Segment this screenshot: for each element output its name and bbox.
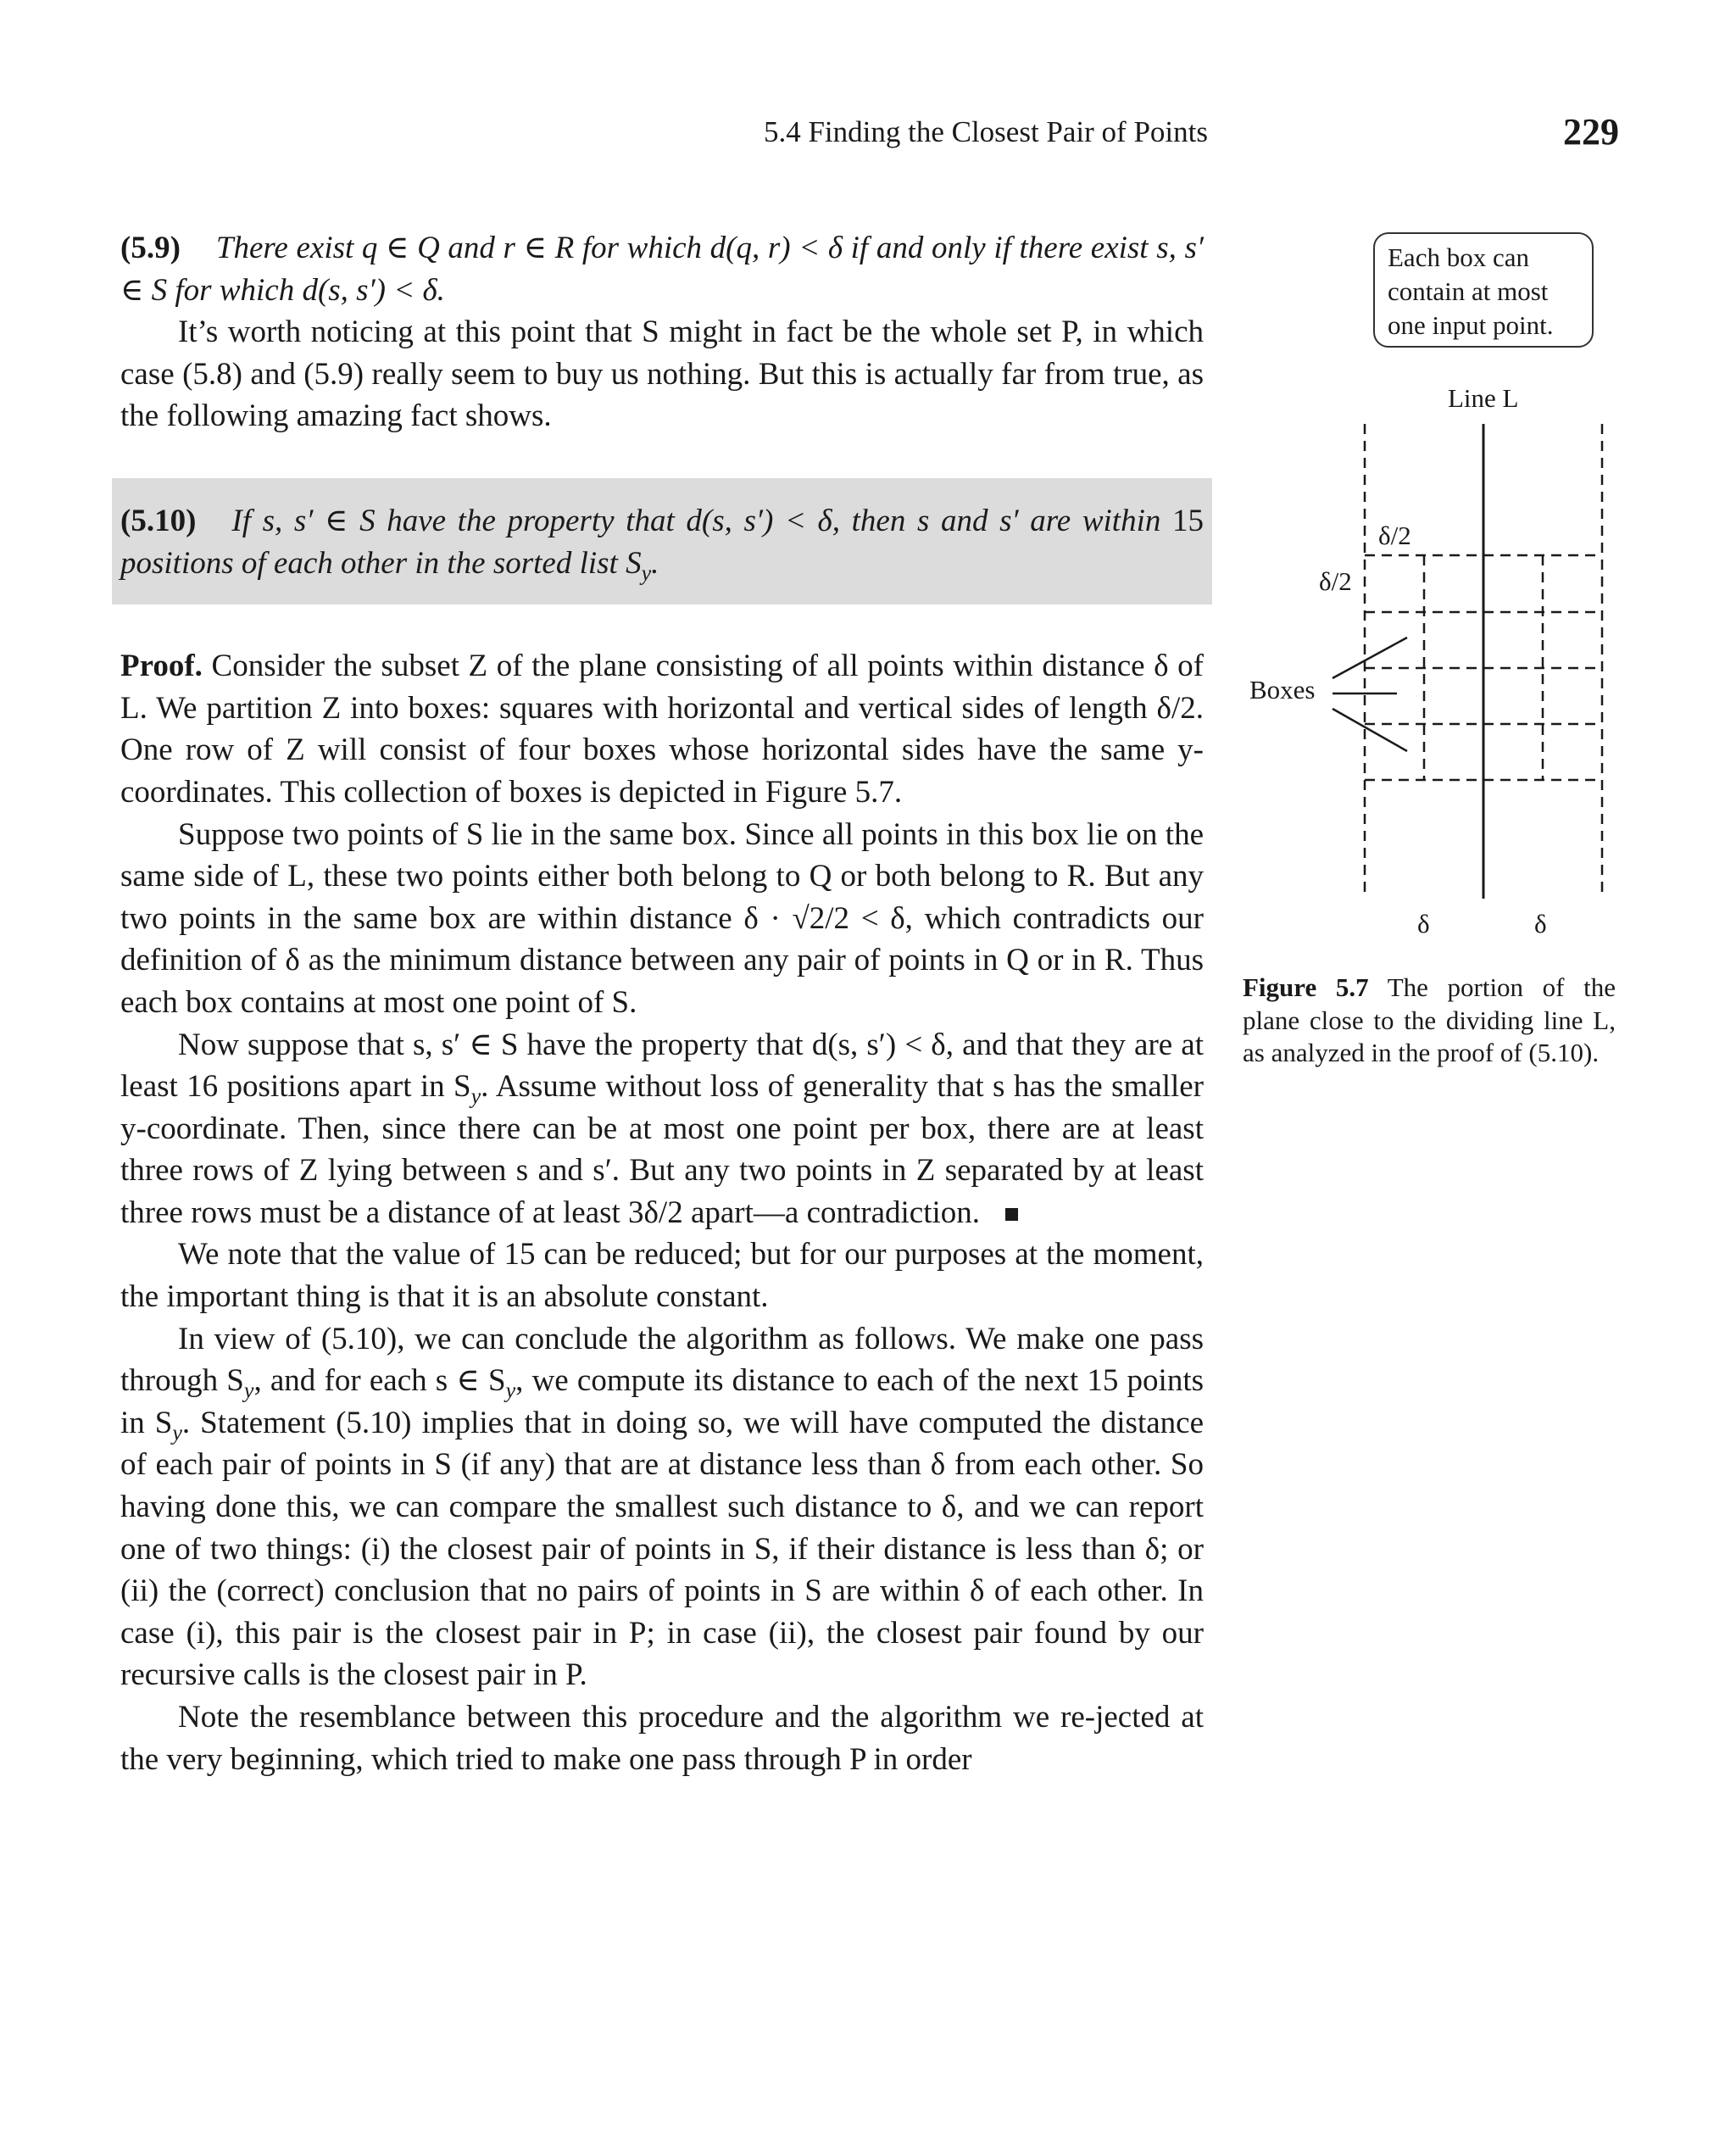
paragraph: We note that the value of 15 can be reduced; but for our purposes at the moment, the important thing is that it is an absolute constant.	[120, 1237, 1204, 1315]
page-number: 229	[1563, 111, 1619, 153]
proof-text: Now suppose that s, s′ ∈ S have the property that d(s, s′) < δ, and that they are at least 16 positions apart in S	[120, 1027, 1204, 1105]
proof-paragraph-3	[120, 1024, 1204, 1234]
statement-5-9	[120, 227, 1204, 311]
boxes-label: Boxes	[1249, 675, 1316, 704]
statement-number: (5.10)	[120, 503, 197, 538]
proof-text: . Assume without loss of generality that s has the smaller y-coordinate. Then, since there can be at most one point per box, there are at least three rows of Z lying between s and s′. But any two points in Z separated by at least three rows must be a distance of at least 3δ/2 apart—a contradiction.	[120, 1069, 1204, 1230]
paragraph: Note the resemblance between this procedure and the algorithm we re-jected at the very beginning, which tried to make one pass through P in order	[120, 1700, 1204, 1777]
figure-5-7-diagram	[1238, 373, 1628, 949]
caption-text: The portion of the plane close to the dividing line L, as analyzed in the proof of (5.10).	[1243, 972, 1616, 1067]
statement-text: If s, s′ ∈ S have the property that d(s, s′) < δ, then s and s′ are within	[231, 503, 1161, 538]
delta-right-label: δ	[1534, 909, 1547, 938]
boxes-pointer	[1333, 709, 1407, 751]
statement-text-continued: positions of each other in the sorted list S	[120, 545, 642, 581]
statement-end: .	[651, 545, 659, 581]
statement-text: There exist q ∈ Q and r ∈ R for which d(q, r) < δ if and only if there exist s, s′ ∈ S for which d(s, s′) < δ.	[120, 231, 1204, 308]
main-text-column	[120, 227, 1204, 1780]
qed-symbol	[1005, 1208, 1018, 1221]
statement-number: (5.9)	[120, 231, 181, 265]
callout-line: Each box can	[1388, 242, 1529, 272]
boxes-pointer	[1333, 638, 1407, 678]
caption-label: Figure 5.7	[1243, 972, 1369, 1002]
running-header: 5.4 Finding the Closest Pair of Points	[763, 115, 1208, 148]
proof-paragraph-2: Suppose two points of S lie in the same box. Since all points in this box lie on the same side of L, these two points either both belong to Q or both belong to R. But any two points in the same box are within distance δ · √2/2 < δ, which contradicts our definition of δ as the minimum distance between any pair of points in Q or in R. Thus each box contains at most one point of S.	[120, 816, 1204, 1020]
figure-caption	[1243, 972, 1616, 1070]
subscript: y	[641, 560, 652, 585]
proof-text: Consider the subset Z of the plane consisting of all points within distance δ of L. We partition Z into boxes: squares with horizontal and vertical sides of length δ/2. One row of Z will consist of four boxes whose horizontal sides have the same y-coordinates. This collection of boxes is depicted in Figure 5.7.	[120, 649, 1204, 810]
paragraph-text: In view of (5.10), we can conclude the algorithm as follows. We make one pass through S	[120, 1321, 1204, 1399]
callout-line: contain at most	[1388, 276, 1549, 306]
subscript: y	[470, 1083, 481, 1109]
half-delta-left-label: δ/2	[1319, 566, 1352, 596]
paragraph	[120, 1318, 1204, 1696]
line-l-label: Line L	[1448, 383, 1519, 413]
subscript: y	[243, 1378, 254, 1403]
half-delta-top-label: δ/2	[1378, 521, 1411, 550]
highlighted-statement-5-10	[112, 478, 1212, 604]
figure-callout	[1373, 232, 1594, 348]
proof-paragraph-1	[120, 645, 1204, 813]
proof-label: Proof.	[120, 649, 203, 684]
subscript: y	[172, 1420, 182, 1445]
delta-left-label: δ	[1417, 909, 1430, 938]
statement-number-15: 15	[1172, 503, 1204, 538]
paragraph-text: , and for each s ∈ S	[253, 1363, 506, 1399]
paragraph-text: , we compute its distance to each of the next 15 points in S	[120, 1363, 1205, 1440]
callout-line: one input point.	[1388, 310, 1554, 340]
paragraph-text: . Statement (5.10) implies that in doing so, we will have computed the distance of each pair of points in S (if any) that are at distance less than δ from each other. So having done this, we can compare the smallest such distance to δ, and we can report one of two things: (i) the closest pair of points in S, if their distance is less than δ; or (ii) the (correct) conclusion that no pairs of points in S are within δ of each other. In case (i), this pair is the closest pair in P; in case (ii), the closest pair found by our recursive calls is the closest pair in P.	[120, 1405, 1204, 1693]
subscript: y	[505, 1378, 516, 1403]
paragraph: It’s worth noticing at this point that S might in fact be the whole set P, in which case (5.8) and (5.9) really seem to buy us nothing. But this is actually far from true, as the following amazing fact shows.	[120, 315, 1204, 434]
